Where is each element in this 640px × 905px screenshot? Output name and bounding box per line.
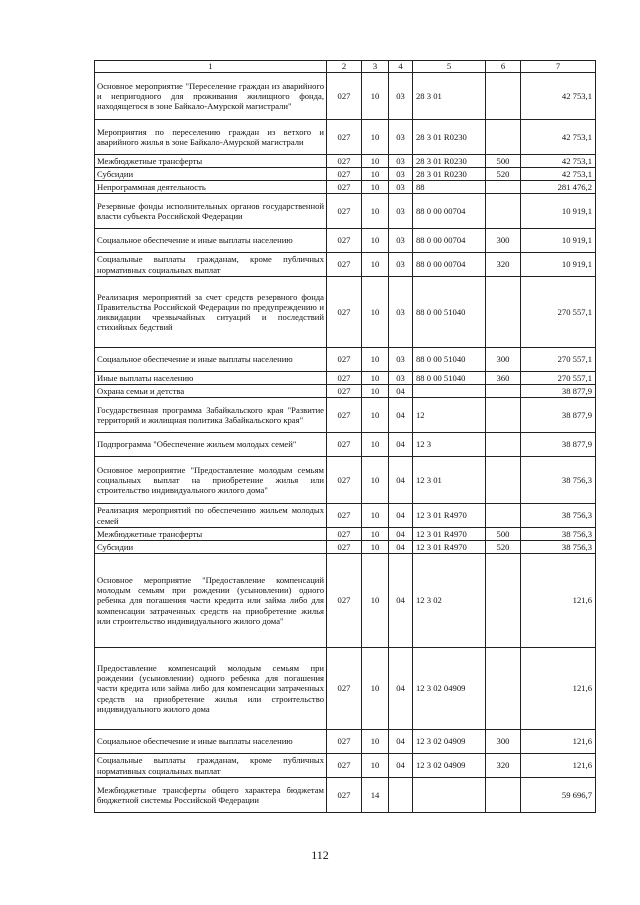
row-expense-type: 500 [486,528,521,541]
column-header-3: 3 [362,61,389,73]
table-row [95,433,596,457]
column-header-4: 4 [389,61,413,73]
row-subsection [389,778,413,813]
row-subsection: 04 [389,504,413,528]
row-expense-type [486,433,521,457]
row-code: 027 [327,277,362,348]
row-code: 027 [327,385,362,398]
row-section: 10 [362,730,389,754]
column-header-2: 2 [327,61,362,73]
row-subsection: 04 [389,554,413,648]
row-name: Резервные фонды исполнительных органов государственной власти субъекта Российской Федерации [95,194,327,229]
row-code: 027 [327,229,362,253]
row-amount: 121,6 [521,554,596,648]
row-code: 027 [327,348,362,372]
table-row [95,194,596,229]
row-subsection: 03 [389,168,413,181]
row-subsection: 03 [389,277,413,348]
row-section: 10 [362,277,389,348]
row-amount: 121,6 [521,648,596,730]
table-row [95,73,596,120]
row-name: Социальное обеспечение и иные выплаты населению [95,348,327,372]
row-section: 10 [362,253,389,277]
column-header-5: 5 [413,61,486,73]
row-section: 10 [362,168,389,181]
row-target-article: 12 3 02 04909 [413,648,486,730]
row-code: 027 [327,504,362,528]
budget-table [94,60,596,813]
table-row [95,155,596,168]
row-subsection: 03 [389,372,413,385]
row-code: 027 [327,778,362,813]
table-row [95,778,596,813]
table-row [95,277,596,348]
row-amount: 10 919,1 [521,229,596,253]
row-expense-type [486,194,521,229]
row-expense-type: 300 [486,730,521,754]
row-name: Межбюджетные трансферты [95,528,327,541]
table-row [95,754,596,778]
table-row [95,398,596,433]
table-row [95,648,596,730]
row-code: 027 [327,648,362,730]
row-name: Мероприятия по переселению граждан из ветхого и аварийного жилья в зоне Байкало-Амурской магистрали [95,120,327,155]
header-row [95,61,596,73]
row-target-article: 12 3 02 04909 [413,754,486,778]
row-section: 10 [362,541,389,554]
table-row [95,229,596,253]
row-subsection: 03 [389,120,413,155]
row-subsection: 04 [389,433,413,457]
row-code: 027 [327,253,362,277]
table-row [95,528,596,541]
row-code: 027 [327,372,362,385]
row-target-article: 88 0 00 51040 [413,372,486,385]
row-target-article: 12 3 01 [413,457,486,504]
row-subsection: 03 [389,253,413,277]
table-row [95,385,596,398]
row-code: 027 [327,155,362,168]
row-name: Иные выплаты населению [95,372,327,385]
row-section: 14 [362,778,389,813]
row-section: 10 [362,155,389,168]
table-row [95,457,596,504]
row-amount: 38 756,3 [521,528,596,541]
table-body [95,73,596,813]
row-expense-type [486,73,521,120]
row-target-article: 12 3 02 [413,554,486,648]
row-section: 10 [362,181,389,194]
row-target-article: 28 3 01 R0230 [413,155,486,168]
row-code: 027 [327,554,362,648]
row-target-article: 12 3 01 R4970 [413,504,486,528]
row-name: Субсидии [95,541,327,554]
row-expense-type: 520 [486,168,521,181]
row-section: 10 [362,73,389,120]
row-target-article: 12 [413,398,486,433]
row-target-article: 88 0 00 51040 [413,277,486,348]
row-target-article: 28 3 01 R0230 [413,168,486,181]
row-code: 027 [327,541,362,554]
row-code: 027 [327,457,362,504]
row-subsection: 04 [389,457,413,504]
row-name: Субсидии [95,168,327,181]
row-subsection: 04 [389,754,413,778]
row-code: 027 [327,398,362,433]
row-code: 027 [327,168,362,181]
row-section: 10 [362,385,389,398]
table-header [95,61,596,73]
row-section: 10 [362,457,389,504]
row-name: Социальные выплаты гражданам, кроме публичных нормативных социальных выплат [95,754,327,778]
row-subsection: 04 [389,385,413,398]
row-subsection: 04 [389,528,413,541]
row-target-article: 28 3 01 R0230 [413,120,486,155]
row-name: Социальное обеспечение и иные выплаты населению [95,730,327,754]
row-expense-type [486,504,521,528]
row-section: 10 [362,229,389,253]
row-amount: 270 557,1 [521,277,596,348]
row-amount: 10 919,1 [521,194,596,229]
column-header-7: 7 [521,61,596,73]
row-name: Реализация мероприятий за счет средств резервного фонда Правительства Российской Федерации по предупреждению и ликвидации чрезвычайных ситуаций и последствий стихийных бедствий [95,277,327,348]
row-expense-type: 320 [486,253,521,277]
row-name: Подпрограмма "Обеспечение жильем молодых семей" [95,433,327,457]
row-name: Реализация мероприятий по обеспечению жильем молодых семей [95,504,327,528]
column-header-6: 6 [486,61,521,73]
row-amount: 38 756,3 [521,457,596,504]
row-target-article: 88 [413,181,486,194]
row-section: 10 [362,398,389,433]
row-section: 10 [362,372,389,385]
row-code: 027 [327,120,362,155]
row-section: 10 [362,348,389,372]
table-row [95,730,596,754]
row-amount: 42 753,1 [521,120,596,155]
row-section: 10 [362,554,389,648]
row-amount: 10 919,1 [521,253,596,277]
table-row [95,253,596,277]
row-expense-type [486,554,521,648]
row-expense-type [486,457,521,504]
row-subsection: 03 [389,229,413,253]
row-expense-type [486,277,521,348]
row-amount: 121,6 [521,730,596,754]
row-amount: 270 557,1 [521,348,596,372]
row-name: Межбюджетные трансферты общего характера бюджетам бюджетной системы Российской Федерации [95,778,327,813]
table-row [95,372,596,385]
row-code: 027 [327,194,362,229]
table-row [95,504,596,528]
row-expense-type [486,385,521,398]
page-number: 112 [311,848,329,862]
row-target-article: 12 3 [413,433,486,457]
row-amount: 38 756,3 [521,541,596,554]
row-name: Основное мероприятие "Предоставление компенсаций молодым семьям при рождении (усыновлении) одного ребенка для погашения части кредита или займа либо для компенсации затраченных средств на приобретение жилья или строительство индивидуального жилого дома" [95,554,327,648]
row-amount: 270 557,1 [521,372,596,385]
row-amount: 42 753,1 [521,73,596,120]
row-amount: 42 753,1 [521,155,596,168]
row-target-article: 12 3 01 R4970 [413,541,486,554]
row-section: 10 [362,504,389,528]
table-row [95,120,596,155]
row-section: 10 [362,528,389,541]
row-target-article: 88 0 00 51040 [413,348,486,372]
row-amount: 38 756,3 [521,504,596,528]
row-code: 027 [327,730,362,754]
row-expense-type: 300 [486,229,521,253]
row-expense-type [486,778,521,813]
row-amount: 42 753,1 [521,168,596,181]
row-amount: 281 476,2 [521,181,596,194]
row-amount: 121,6 [521,754,596,778]
row-name: Межбюджетные трансферты [95,155,327,168]
row-target-article: 12 3 02 04909 [413,730,486,754]
row-target-article: 12 3 01 R4970 [413,528,486,541]
table-row [95,541,596,554]
row-name: Государственная программа Забайкальского края "Развитие территорий и жилищная политика Забайкальского края" [95,398,327,433]
row-subsection: 04 [389,648,413,730]
table-row [95,168,596,181]
row-code: 027 [327,754,362,778]
row-section: 10 [362,120,389,155]
row-name: Основное мероприятие "Переселение граждан из аварийного и непригодного для проживания жилищного фонда, находящегося в зоне Байкало-Амурской магистрали" [95,73,327,120]
row-amount: 38 877,9 [521,433,596,457]
row-target-article: 88 0 00 00704 [413,194,486,229]
row-target-article [413,778,486,813]
row-expense-type: 320 [486,754,521,778]
row-name: Охрана семьи и детства [95,385,327,398]
row-expense-type [486,120,521,155]
row-subsection: 04 [389,541,413,554]
row-section: 10 [362,754,389,778]
row-subsection: 03 [389,194,413,229]
row-subsection: 03 [389,348,413,372]
row-amount: 38 877,9 [521,385,596,398]
row-expense-type: 520 [486,541,521,554]
row-subsection: 03 [389,155,413,168]
row-amount: 38 877,9 [521,398,596,433]
row-target-article: 88 0 00 00704 [413,253,486,277]
row-subsection: 03 [389,73,413,120]
row-expense-type [486,181,521,194]
table-row [95,554,596,648]
row-name: Социальное обеспечение и иные выплаты населению [95,229,327,253]
row-expense-type: 500 [486,155,521,168]
row-target-article: 88 0 00 00704 [413,229,486,253]
row-target-article [413,385,486,398]
row-code: 027 [327,73,362,120]
row-subsection: 04 [389,730,413,754]
row-expense-type: 300 [486,348,521,372]
row-section: 10 [362,433,389,457]
row-subsection: 03 [389,181,413,194]
row-section: 10 [362,194,389,229]
table-row [95,348,596,372]
row-target-article: 28 3 01 [413,73,486,120]
row-amount: 59 696,7 [521,778,596,813]
row-subsection: 04 [389,398,413,433]
column-header-1: 1 [95,61,327,73]
row-code: 027 [327,433,362,457]
row-expense-type [486,398,521,433]
row-section: 10 [362,648,389,730]
row-name: Социальные выплаты гражданам, кроме публичных нормативных социальных выплат [95,253,327,277]
row-expense-type [486,648,521,730]
row-code: 027 [327,528,362,541]
row-name: Непрограммная деятельность [95,181,327,194]
table-row [95,181,596,194]
row-name: Предоставление компенсаций молодым семьям при рождении (усыновлении) одного ребенка для погашения части кредита или займа либо для компенсации затраченных средств на приобретение жилья или строительство индивидуального жилого дома [95,648,327,730]
row-code: 027 [327,181,362,194]
row-expense-type: 360 [486,372,521,385]
row-name: Основное мероприятие "Предоставление молодым семьям социальных выплат на приобретение жилья или строительство индивидуального жилого дома" [95,457,327,504]
